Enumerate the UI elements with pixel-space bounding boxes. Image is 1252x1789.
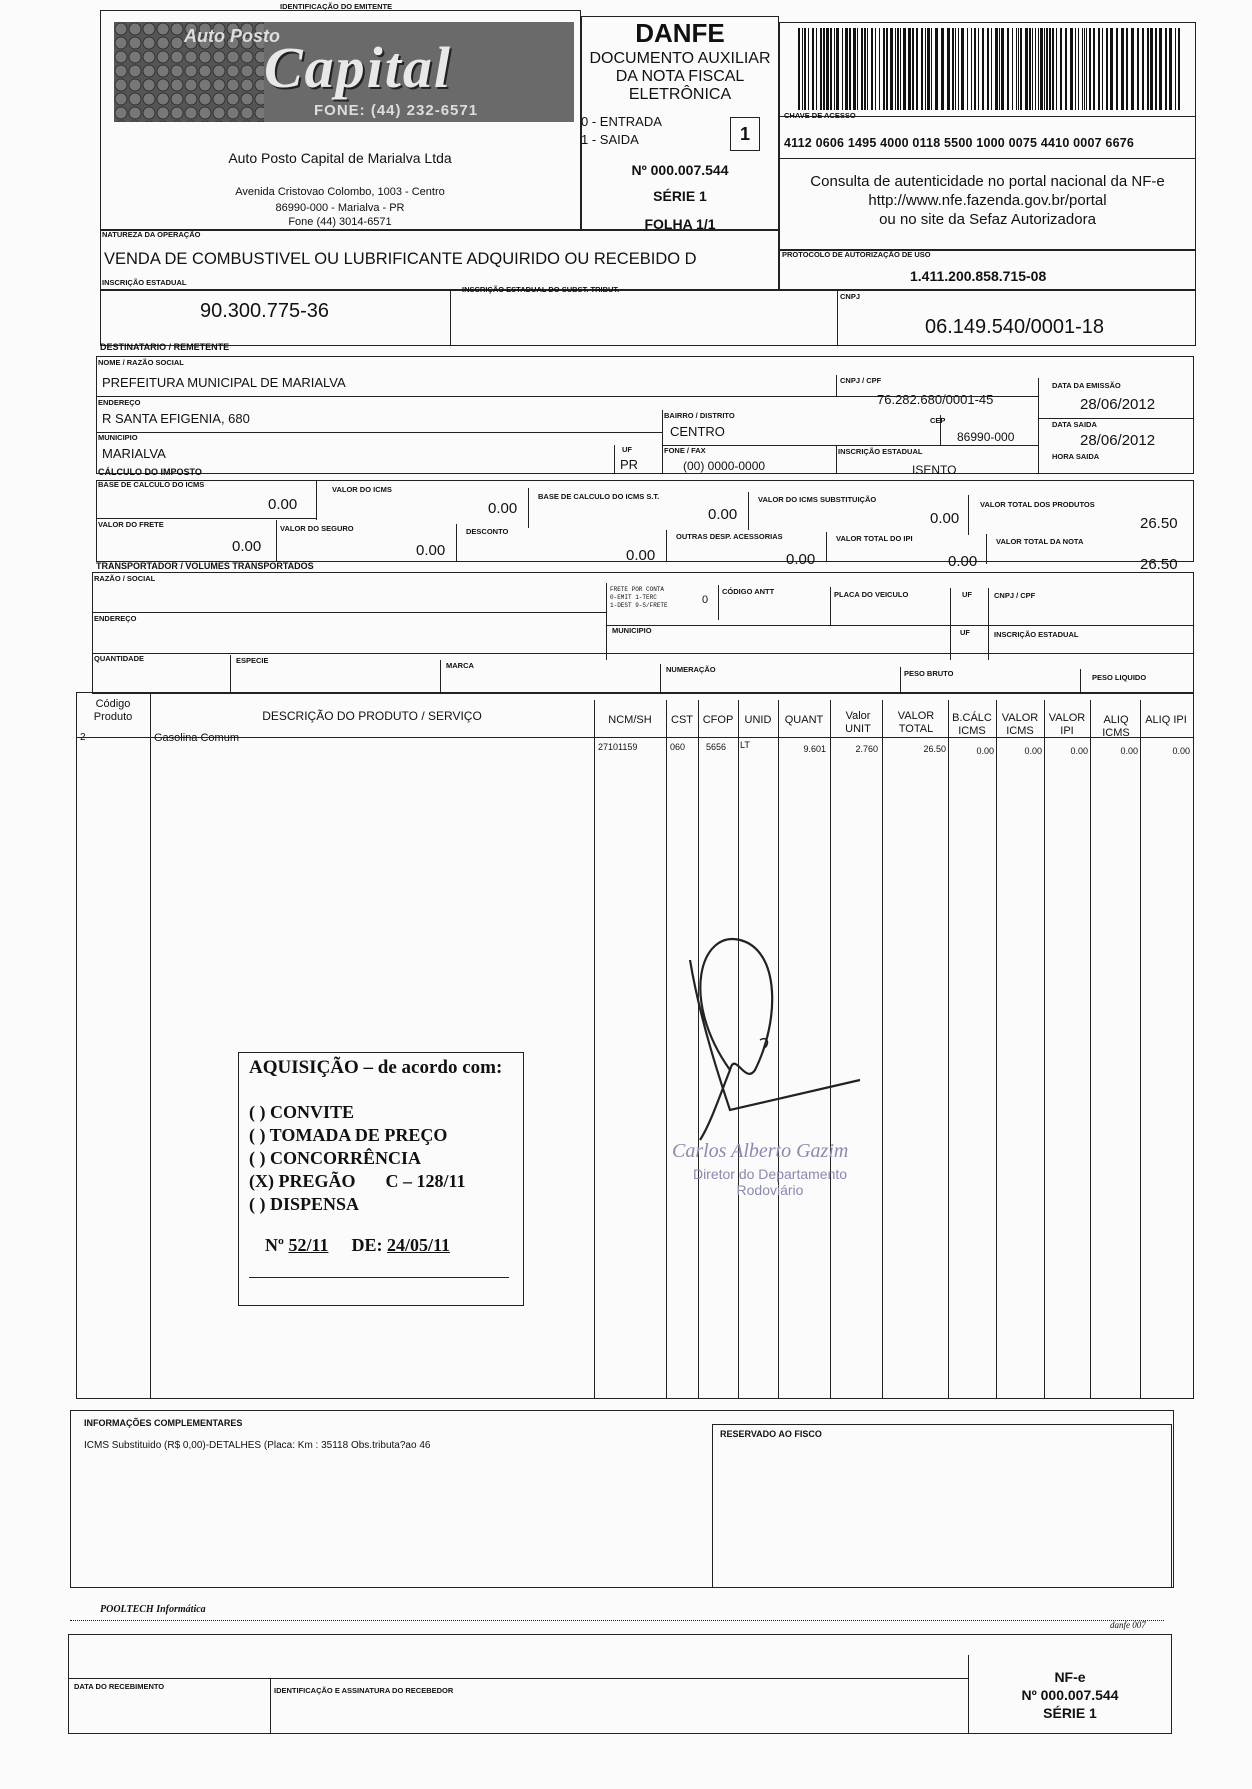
protocolo-value: 1.411.200.858.715-08 bbox=[910, 268, 1047, 284]
barcode-bar bbox=[1131, 28, 1134, 110]
barcode-bar bbox=[1070, 28, 1073, 110]
recebimento-label: DATA DO RECEBIMENTO bbox=[74, 1682, 165, 1691]
barcode-bar bbox=[1018, 28, 1019, 110]
barcode-bar bbox=[1093, 28, 1095, 110]
cnpj-value: 06.149.540/0001-18 bbox=[925, 316, 1105, 338]
cell-bcicms: 0.00 bbox=[976, 746, 994, 756]
th-aipi: ALIQ IPI bbox=[1145, 714, 1187, 726]
bairro-label: BAIRRO / DISTRITO bbox=[664, 411, 735, 420]
barcode-bar bbox=[1025, 28, 1028, 110]
peso-liquido-label: PESO LIQUIDO bbox=[1092, 673, 1147, 682]
cell-aipi: 0.00 bbox=[1172, 746, 1190, 756]
barcode-bar bbox=[861, 28, 863, 110]
barcode-bar bbox=[1121, 28, 1124, 110]
barcode-bar bbox=[1178, 28, 1180, 110]
emissao-value: 28/06/2012 bbox=[1080, 396, 1156, 413]
ie-st-label: INSCRIÇÃO ESTADUAL DO SUBST. TRIBUT. bbox=[462, 285, 620, 294]
bc-st-label: BASE DE CALCULO DO ICMS S.T. bbox=[538, 492, 660, 501]
barcode-bar bbox=[1116, 28, 1118, 110]
ipi-value: 0.00 bbox=[948, 553, 978, 570]
especie-label: ESPECIE bbox=[236, 656, 269, 665]
barcode-bar bbox=[857, 28, 858, 110]
barcode-bar bbox=[808, 28, 809, 110]
barcode-bar bbox=[1082, 28, 1083, 110]
info-label: INFORMAÇÕES COMPLEMENTARES bbox=[84, 1418, 243, 1428]
th-vunit: Valor UNIT bbox=[845, 710, 871, 735]
barcode-bar bbox=[1032, 28, 1033, 110]
cell-unid: LT bbox=[740, 740, 750, 750]
municipio-value: MARIALVA bbox=[102, 446, 166, 461]
municipio-label: MUNICIPIO bbox=[98, 433, 138, 442]
barcode-bar bbox=[823, 28, 825, 110]
barcode-bar bbox=[816, 28, 817, 110]
cell-cst: 060 bbox=[670, 742, 686, 752]
recipient-box bbox=[96, 356, 1194, 474]
barcode-bar bbox=[982, 28, 984, 110]
emitter-phone: Fone (44) 3014-6571 bbox=[288, 216, 392, 228]
barcode-bar bbox=[1044, 28, 1045, 110]
barcode-bar bbox=[1137, 28, 1139, 110]
th-descricao: DESCRIÇÃO DO PRODUTO / SERVIÇO bbox=[262, 709, 482, 723]
natureza-value: VENDA DE COMBUSTIVEL OU LUBRIFICANTE ADQUIRIDO OU RECEBIDO D bbox=[104, 250, 697, 268]
barcode-bar bbox=[1175, 28, 1176, 110]
barcode-bar bbox=[1142, 28, 1144, 110]
barcode-bar bbox=[1147, 28, 1149, 110]
transport-uf2-label: UF bbox=[960, 628, 970, 637]
barcode-bar bbox=[867, 28, 868, 110]
th-codigo: Código Produto bbox=[93, 698, 133, 723]
nome-label: NOME / RAZÃO SOCIAL bbox=[98, 358, 184, 367]
danfe-folha: FOLHA 1/1 bbox=[644, 216, 716, 232]
barcode-bar bbox=[1007, 28, 1009, 110]
ipi-label: VALOR TOTAL DO IPI bbox=[836, 534, 913, 543]
barcode-icon bbox=[798, 28, 1184, 110]
danfe-tipo-box: 1 bbox=[730, 117, 760, 151]
barcode-bar bbox=[1040, 28, 1043, 110]
logo-small-text: Auto Posto bbox=[184, 26, 280, 46]
barcode-bar bbox=[927, 28, 930, 110]
cell-descricao: Gasolina Comum bbox=[154, 732, 239, 744]
transport-section-label: TRANSPORTADOR / VOLUMES TRANSPORTADOS bbox=[96, 561, 314, 571]
barcode-bar bbox=[908, 28, 911, 110]
fone-value: (00) 0000-0000 bbox=[683, 459, 766, 473]
endereco-label: ENDEREÇO bbox=[98, 398, 141, 407]
barcode-bar bbox=[1089, 28, 1091, 110]
barcode-bar bbox=[958, 28, 959, 110]
bc-st-value: 0.00 bbox=[708, 506, 738, 523]
barcode-bar bbox=[820, 28, 822, 110]
recipient-ie-value: ISENTO bbox=[912, 463, 957, 477]
total-prod-label: VALOR TOTAL DOS PRODUTOS bbox=[980, 500, 1095, 509]
barcode-bar bbox=[1075, 28, 1076, 110]
acquisition-stamp bbox=[238, 1052, 524, 1306]
receipt-nfe: NF-e Nº 000.007.544 SÉRIE 1 bbox=[1021, 1669, 1119, 1721]
consulta-text: Consulta de autenticidade no portal nacional da NF-e http://www.nfe.fazenda.gov.br/portal ou no site da Sefaz Autorizadora bbox=[810, 173, 1165, 228]
recipient-section-label: DESTINATARIO / REMETENTE bbox=[100, 342, 230, 352]
icms-st-label: VALOR DO ICMS SUBSTITUIÇÃO bbox=[758, 495, 877, 504]
barcode-bar bbox=[826, 28, 829, 110]
barcode-bar bbox=[804, 28, 806, 110]
barcode-bar bbox=[967, 28, 968, 110]
endereco-value: R SANTA EFIGENIA, 680 bbox=[102, 411, 250, 426]
protocolo-label: PROTOCOLO DE AUTORIZAÇÃO DE USO bbox=[782, 250, 931, 259]
th-vipi: VALOR IPI bbox=[1048, 712, 1086, 737]
ie-value: 90.300.775-36 bbox=[200, 300, 330, 322]
transport-ie-label: INSCRIÇÃO ESTADUAL bbox=[994, 630, 1079, 639]
th-cfop: CFOP bbox=[702, 714, 734, 726]
barcode-bar bbox=[916, 28, 918, 110]
cell-vipi: 0.00 bbox=[1070, 746, 1088, 756]
stamp-number: Nº 52/11 DE: 24/05/11 bbox=[265, 1235, 450, 1255]
quantidade-label: QUANTIDADE bbox=[94, 654, 144, 663]
barcode-bar bbox=[1029, 28, 1031, 110]
barcode-bar bbox=[1012, 28, 1013, 110]
frete-value: 0.00 bbox=[232, 538, 262, 555]
handwritten-signature bbox=[660, 920, 880, 1150]
barcode-bar bbox=[812, 28, 814, 110]
barcode-bar bbox=[961, 28, 964, 110]
emitter-city: 86990-000 - Marialva - PR bbox=[275, 202, 405, 214]
barcode-bar bbox=[853, 28, 856, 110]
cell-aicms: 0.00 bbox=[1120, 746, 1138, 756]
chave-value: 4112 0606 1495 4000 0118 5500 1000 0075 4410 0007 6676 bbox=[784, 136, 1135, 150]
barcode-bar bbox=[1016, 28, 1017, 110]
barcode-bar bbox=[955, 28, 956, 110]
frete-label: VALOR DO FRETE bbox=[98, 520, 164, 529]
chave-label: CHAVE DE ACESSO bbox=[784, 111, 856, 120]
barcode-bar bbox=[845, 28, 848, 110]
barcode-bar bbox=[1159, 28, 1162, 110]
barcode-bar bbox=[895, 28, 896, 110]
danfe-saida: 1 - SAIDA bbox=[581, 132, 639, 147]
barcode-bar bbox=[1001, 28, 1004, 110]
transport-uf-label: UF bbox=[962, 590, 972, 599]
barcode-bar bbox=[1038, 28, 1039, 110]
icms-label: VALOR DO ICMS bbox=[332, 485, 392, 494]
icms-st-value: 0.00 bbox=[930, 510, 960, 527]
barcode-bar bbox=[802, 28, 803, 110]
bc-icms-value: 0.00 bbox=[268, 496, 298, 513]
barcode-bar bbox=[1110, 28, 1113, 110]
cell-vtotal: 26.50 bbox=[923, 744, 946, 754]
cnpj-label: CNPJ bbox=[840, 292, 861, 301]
emitter-name: Auto Posto Capital de Marialva Ltda bbox=[228, 150, 452, 166]
barcode-bar bbox=[1060, 28, 1062, 110]
software-credit: POOLTECH Informática bbox=[100, 1604, 206, 1615]
recipient-cnpj-label: CNPJ / CPF bbox=[840, 376, 882, 385]
barcode-bar bbox=[1056, 28, 1057, 110]
desconto-label: DESCONTO bbox=[466, 527, 509, 536]
barcode-bar bbox=[1046, 28, 1048, 110]
barcode-bar bbox=[1106, 28, 1108, 110]
barcode-bar bbox=[947, 28, 950, 110]
frete-conta-label: FRETE POR CONTA 0-EMIT 1-TERC 1-DEST 9-S/FRETE bbox=[610, 586, 668, 609]
barcode-bar bbox=[1155, 28, 1157, 110]
barcode-bar bbox=[1065, 28, 1067, 110]
barcode-bar bbox=[871, 28, 873, 110]
tax-section-label: CÁLCULO DO IMPOSTO bbox=[98, 467, 202, 477]
signature-role: Diretor do Departamento Rodoviário bbox=[692, 1166, 848, 1198]
barcode-bar bbox=[952, 28, 954, 110]
barcode-bar bbox=[830, 28, 832, 110]
barcode-bar bbox=[987, 28, 989, 110]
barcode-bar bbox=[1102, 28, 1103, 110]
transport-municipio-label: MUNICIPIO bbox=[612, 626, 652, 635]
danfe-subtitle: DOCUMENTO AUXILIAR DA NOTA FISCAL ELETRÔNICA bbox=[589, 50, 771, 103]
barcode-bar bbox=[912, 28, 914, 110]
th-aicms: ALIQ ICMS bbox=[1102, 714, 1130, 739]
emitter-address: Avenida Cristovao Colombo, 1003 - Centro bbox=[235, 186, 445, 198]
barcode-bar bbox=[879, 28, 880, 110]
danfe-version: danfe 007 bbox=[1110, 1620, 1146, 1630]
hora-saida-label: HORA SAIDA bbox=[1052, 452, 1100, 461]
th-unid: UNID bbox=[744, 714, 772, 726]
th-vicms: VALOR ICMS bbox=[1001, 712, 1039, 737]
barcode-bar bbox=[875, 28, 876, 110]
peso-bruto-label: PESO BRUTO bbox=[904, 669, 954, 678]
barcode-bar bbox=[890, 28, 893, 110]
marca-label: MARCA bbox=[446, 661, 474, 670]
barcode-bar bbox=[935, 28, 938, 110]
emitter-logo bbox=[114, 22, 574, 122]
barcode-bar bbox=[1098, 28, 1100, 110]
barcode-bar bbox=[974, 28, 976, 110]
th-cst: CST bbox=[671, 714, 693, 726]
barcode-bar bbox=[849, 28, 851, 110]
cell-cfop: 5656 bbox=[706, 742, 727, 752]
fisco-box bbox=[712, 1424, 1172, 1588]
barcode-bar bbox=[1084, 28, 1085, 110]
cell-ncm: 27101159 bbox=[598, 742, 638, 752]
frete-conta-value: 0 bbox=[702, 594, 709, 606]
barcode-bar bbox=[1035, 28, 1036, 110]
cell-codigo: 2 bbox=[80, 732, 86, 743]
danfe-title: DANFE bbox=[635, 18, 725, 48]
barcode-bar bbox=[1078, 28, 1079, 110]
barcode-bar bbox=[931, 28, 932, 110]
stamp-options: ( ) CONVITE ( ) TOMADA DE PREÇO ( ) CONCORRÊNCIA (X) PREGÃO C – 128/11 ( ) DISPENSA bbox=[249, 1102, 466, 1214]
cep-label: CEP bbox=[930, 416, 946, 425]
th-vtotal: VALOR TOTAL bbox=[897, 710, 935, 735]
total-prod-value: 26.50 bbox=[1140, 515, 1178, 532]
barcode-bar bbox=[1150, 28, 1153, 110]
danfe-entrada: 0 - ENTRADA bbox=[581, 114, 662, 129]
cut-line bbox=[70, 1620, 1164, 1621]
natureza-label: NATUREZA DA OPERAÇÃO bbox=[102, 230, 201, 239]
barcode-bar bbox=[836, 28, 839, 110]
uf-label: UF bbox=[622, 445, 632, 454]
emissao-label: DATA DA EMISSÃO bbox=[1052, 381, 1121, 390]
barcode-bar bbox=[897, 28, 899, 110]
barcode-bar bbox=[864, 28, 866, 110]
barcode-bar bbox=[798, 28, 800, 110]
danfe-numero: Nº 000.007.544 bbox=[631, 162, 729, 178]
total-nota-label: VALOR TOTAL DA NOTA bbox=[996, 537, 1084, 546]
th-ncm: NCM/SH bbox=[608, 714, 652, 726]
fisco-label: RESERVADO AO FISCO bbox=[720, 1429, 822, 1439]
th-bcicms: B.CÁLC ICMS bbox=[952, 712, 992, 737]
danfe-serie: SÉRIE 1 bbox=[653, 188, 707, 204]
barcode-bar bbox=[1049, 28, 1051, 110]
bc-icms-label: BASE DE CALCULO DO ICMS bbox=[98, 480, 205, 489]
barcode-bar bbox=[1086, 28, 1087, 110]
barcode-bar bbox=[971, 28, 972, 110]
barcode-bar bbox=[925, 28, 926, 110]
signature-name: Carlos Alberto Gazim bbox=[672, 1140, 849, 1162]
cep-value: 86990-000 bbox=[957, 430, 1015, 444]
placa-label: PLACA DO VEICULO bbox=[834, 590, 909, 599]
barcode-bar bbox=[1169, 28, 1172, 110]
barcode-bar bbox=[921, 28, 923, 110]
fone-label: FONE / FAX bbox=[664, 446, 706, 455]
barcode-bar bbox=[1020, 28, 1022, 110]
nome-value: PREFEITURA MUNICIPAL DE MARIALVA bbox=[102, 375, 346, 390]
outras-value: 0.00 bbox=[786, 551, 816, 568]
barcode-bar bbox=[1052, 28, 1054, 110]
outras-label: OUTRAS DESP. ACESSORIAS bbox=[676, 532, 783, 541]
recipient-ie-label: INSCRIÇÃO ESTADUAL bbox=[838, 447, 923, 456]
barcode-bar bbox=[941, 28, 944, 110]
antt-label: CÓDIGO ANTT bbox=[722, 587, 775, 596]
barcode-bar bbox=[883, 28, 885, 110]
ie-label: INSCRIÇÃO ESTADUAL bbox=[102, 278, 187, 287]
emitter-section-label: IDENTIFICAÇÃO DO EMITENTE bbox=[280, 2, 393, 11]
data-saida-label: DATA SAIDA bbox=[1052, 420, 1097, 429]
total-nota-value: 26.50 bbox=[1140, 556, 1178, 573]
cell-vicms: 0.00 bbox=[1024, 746, 1042, 756]
assinatura-label: IDENTIFICAÇÃO E ASSINATURA DO RECEBEDOR bbox=[274, 1686, 454, 1695]
uf-value: PR bbox=[620, 457, 639, 472]
barcode-bar bbox=[842, 28, 843, 110]
stamp-title: AQUISIÇÃO – de acordo com: bbox=[249, 1057, 503, 1078]
barcode-bar bbox=[1126, 28, 1128, 110]
recipient-cnpj-value: 76.282.680/0001-45 bbox=[877, 392, 994, 407]
barcode-bar bbox=[886, 28, 888, 110]
desconto-value: 0.00 bbox=[626, 547, 656, 564]
cell-vunit: 2.760 bbox=[855, 744, 878, 754]
cell-quant: 9.601 bbox=[803, 744, 826, 754]
barcode-bar bbox=[991, 28, 992, 110]
numeracao-label: NUMERAÇÃO bbox=[666, 665, 716, 674]
seguro-label: VALOR DO SEGURO bbox=[280, 524, 354, 533]
barcode-bar bbox=[1165, 28, 1167, 110]
razao-label: RAZÃO / SOCIAL bbox=[94, 574, 156, 583]
barcode-bar bbox=[903, 28, 906, 110]
barcode-bar bbox=[900, 28, 901, 110]
bairro-value: CENTRO bbox=[670, 424, 725, 439]
transport-endereco-label: ENDEREÇO bbox=[94, 614, 137, 623]
barcode-bar bbox=[834, 28, 835, 110]
barcode-bar bbox=[978, 28, 979, 110]
barcode-bar bbox=[999, 28, 1000, 110]
info-value: ICMS Substituido (R$ 0,00)-DETALHES (Placa: Km : 35118 Obs.tributa?ao 46 bbox=[84, 1440, 431, 1451]
logo-text: Capital bbox=[264, 35, 453, 100]
seguro-value: 0.00 bbox=[416, 542, 446, 559]
th-quant: QUANT bbox=[784, 714, 824, 726]
transport-cnpj-label: CNPJ / CPF bbox=[994, 591, 1036, 600]
barcode-bar bbox=[995, 28, 998, 110]
data-saida-value: 28/06/2012 bbox=[1080, 432, 1156, 449]
icms-value: 0.00 bbox=[488, 500, 518, 517]
logo-phone: FONE: (44) 232-6571 bbox=[314, 102, 479, 119]
